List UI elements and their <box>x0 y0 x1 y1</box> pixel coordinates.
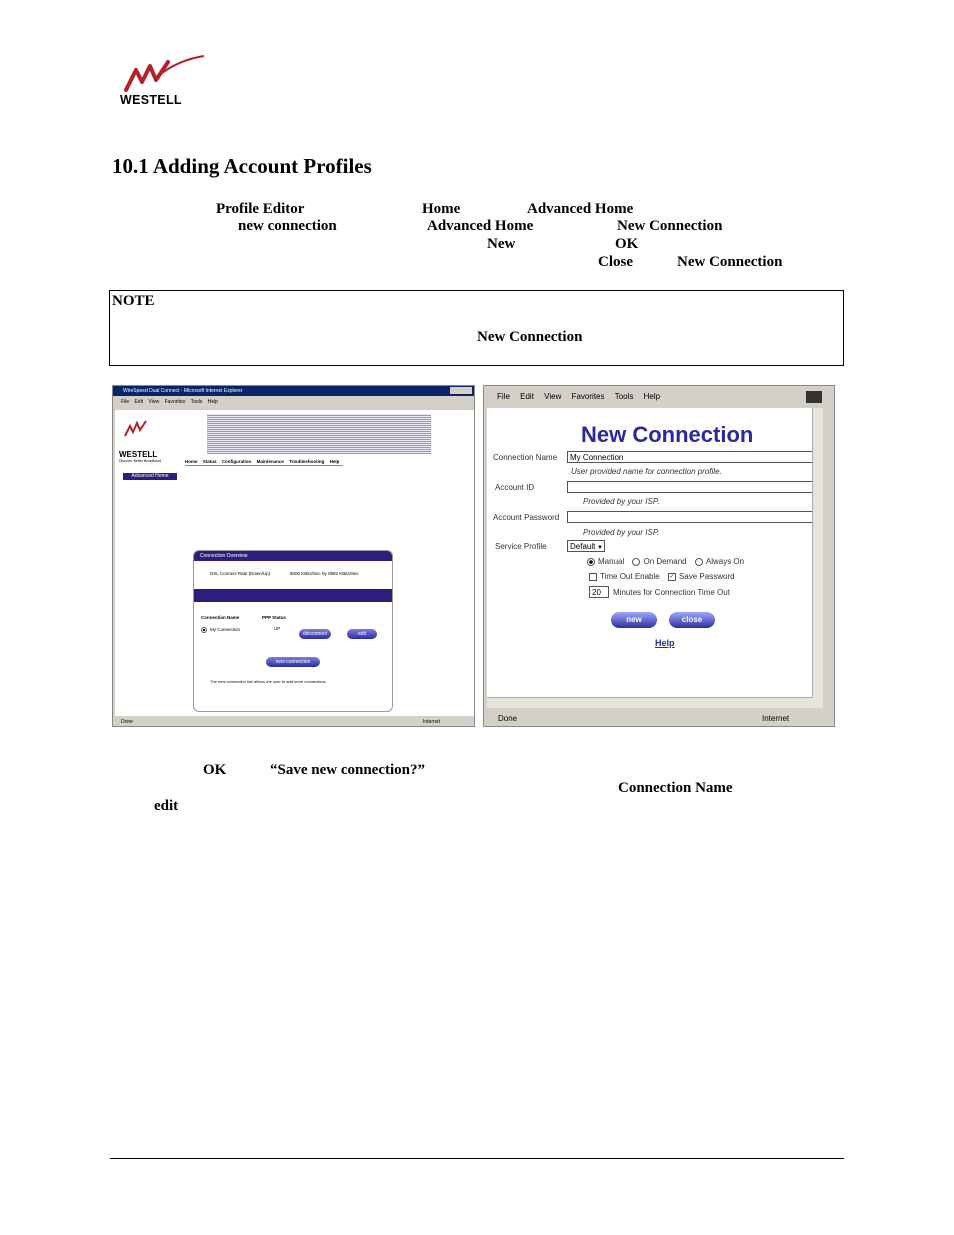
intro-new: New <box>487 236 516 252</box>
left-window-titlebar <box>113 386 474 396</box>
left-status-internet: Internet <box>423 719 440 725</box>
radio-on-demand-icon[interactable] <box>632 558 640 566</box>
right-menu-view[interactable]: View <box>544 392 562 401</box>
right-page-content <box>487 408 823 708</box>
new-connection-heading: New Connection <box>581 422 754 447</box>
left-menu-bar <box>113 396 474 408</box>
dial-mode-group <box>587 557 744 566</box>
westell-swoosh-icon <box>118 54 208 94</box>
intro-ok: OK <box>615 236 639 252</box>
right-status-done: Done <box>498 714 518 723</box>
service-profile-select[interactable] <box>567 540 605 552</box>
account-password-label: Account Password <box>493 513 560 522</box>
right-status-bar <box>484 712 834 726</box>
intro-home: Home <box>422 201 461 217</box>
right-menu-bar <box>484 388 834 406</box>
nav-configuration[interactable]: Configuration <box>221 459 252 464</box>
note-new-connection: New Connection <box>477 329 583 345</box>
intro-advanced-home-2: Advanced Home <box>427 218 534 234</box>
after-edit: edit <box>154 798 179 814</box>
col-ppp-status: PPP Status <box>262 615 286 620</box>
nav-troubleshooting[interactable]: Troubleshooting <box>289 459 325 464</box>
minutes-label: Minutes for Connection Time Out <box>613 588 730 597</box>
left-menu-tools[interactable]: Tools <box>190 399 203 405</box>
account-password-hint: Provided by your ISP. <box>583 528 660 537</box>
radio-manual-label: Manual <box>598 557 625 566</box>
radio-manual-icon[interactable] <box>587 558 595 566</box>
after-connection-name: Connection Name <box>618 780 733 796</box>
panel-title: Connection Overview <box>194 551 392 561</box>
edit-button[interactable]: edit <box>347 629 377 639</box>
left-screenshot <box>112 385 475 727</box>
left-westell-swoosh-icon <box>123 418 153 438</box>
account-id-input[interactable] <box>567 481 823 493</box>
left-nav-bar <box>185 459 343 466</box>
new-connection-button[interactable]: new connection <box>266 657 320 667</box>
advanced-home-link[interactable]: Advanced Home <box>123 473 177 480</box>
panel-divider-bar <box>194 589 392 602</box>
vertical-scrollbar[interactable] <box>812 408 823 708</box>
connection-name-input[interactable]: My Connection <box>567 451 823 463</box>
account-id-hint: Provided by your ISP. <box>583 497 660 506</box>
new-button[interactable]: new <box>611 612 657 628</box>
radio-always-on-label: Always On <box>705 557 745 566</box>
service-profile-label: Service Profile <box>495 542 547 551</box>
right-menu-help[interactable]: Help <box>643 392 661 401</box>
westell-logo <box>118 54 208 110</box>
left-window-title: WireSpeed Dual Connect - Microsoft Internet Explorer <box>123 388 243 394</box>
right-status-internet: Internet <box>762 714 790 723</box>
nav-help[interactable]: Help <box>329 459 340 464</box>
rate-label: DSL Connect Rate (Down/Up) <box>210 571 271 576</box>
save-password-checkbox[interactable]: ✓ <box>669 573 675 580</box>
intro-new-connection: New Connection <box>617 218 723 234</box>
connection-name-hint: User provided name for connection profile. <box>571 467 722 476</box>
timeout-enable-checkbox[interactable] <box>589 573 597 581</box>
account-password-input[interactable] <box>567 511 823 523</box>
timeout-enable-label: Time Out Enable <box>600 572 660 581</box>
intro-profile-editor: Profile Editor <box>216 201 305 217</box>
connection-name-label: Connection Name <box>493 453 558 462</box>
intro-new-connection-2: New Connection <box>677 254 783 270</box>
intro-new-connection-link: new connection <box>238 218 337 234</box>
minutes-input[interactable]: 20 <box>589 586 609 598</box>
note-label: NOTE <box>112 293 155 309</box>
ppp-status-value: UP <box>274 626 281 631</box>
radio-on-demand-label: On Demand <box>643 557 687 566</box>
footer-rule <box>110 1158 844 1159</box>
left-header-banner <box>207 414 431 454</box>
left-tagline: Discover Better Broadband <box>119 459 162 463</box>
right-menu-file[interactable]: File <box>497 392 510 401</box>
dropdown-arrow-icon: ▼ <box>597 545 603 551</box>
left-page-content <box>115 410 474 716</box>
left-status-done: Done <box>121 719 133 725</box>
after-ok: OK <box>203 762 227 778</box>
intro-advanced-home: Advanced Home <box>527 201 634 217</box>
save-password-label: Save Password <box>678 572 735 581</box>
right-menu-favorites[interactable]: Favorites <box>571 392 605 401</box>
new-connection-hint: The new connection link allows the user to add more connections. <box>210 679 327 684</box>
service-profile-value: Default <box>570 542 596 551</box>
left-brand: WESTELL <box>119 450 158 459</box>
connection-name-value: My Connection <box>210 627 241 633</box>
account-id-label: Account ID <box>495 483 535 492</box>
connection-radio-icon[interactable] <box>201 627 207 633</box>
col-connection-name: Connection Name <box>201 615 240 620</box>
horizontal-scrollbar[interactable] <box>487 697 813 708</box>
disconnect-button[interactable]: disconnect <box>299 629 331 639</box>
left-menu-edit[interactable]: Edit <box>134 399 144 405</box>
nav-maintenance[interactable]: Maintenance <box>256 459 284 464</box>
radio-always-on-icon[interactable] <box>695 558 703 566</box>
left-menu-favorites[interactable]: Favorites <box>164 399 186 405</box>
nav-status[interactable]: Status <box>202 459 217 464</box>
right-menu-edit[interactable]: Edit <box>520 392 534 401</box>
left-menu-help[interactable]: Help <box>207 399 218 405</box>
left-menu-file[interactable]: File <box>121 399 130 405</box>
left-status-bar <box>113 718 474 726</box>
rate-value: 8000 KBits/Sec by 0992 KBits/Sec <box>290 571 359 576</box>
right-screenshot <box>483 385 835 727</box>
nav-home[interactable]: Home <box>185 459 198 464</box>
help-link[interactable]: Help <box>655 638 675 648</box>
left-menu-view[interactable]: View <box>148 399 160 405</box>
intro-close: Close <box>598 254 633 270</box>
logo-text: WESTELL <box>120 93 182 107</box>
after-save-prompt: “Save new connection?” <box>270 762 425 778</box>
window-controls-icon[interactable] <box>450 387 472 394</box>
connection-overview-panel <box>193 550 393 712</box>
note-box <box>109 290 844 366</box>
right-menu-tools[interactable]: Tools <box>614 392 634 401</box>
close-button[interactable]: close <box>669 612 715 628</box>
ie-logo-icon <box>806 391 822 403</box>
connection-row[interactable] <box>201 627 240 633</box>
options-row <box>589 572 735 581</box>
section-title: 10.1 Adding Account Profiles <box>112 154 372 178</box>
